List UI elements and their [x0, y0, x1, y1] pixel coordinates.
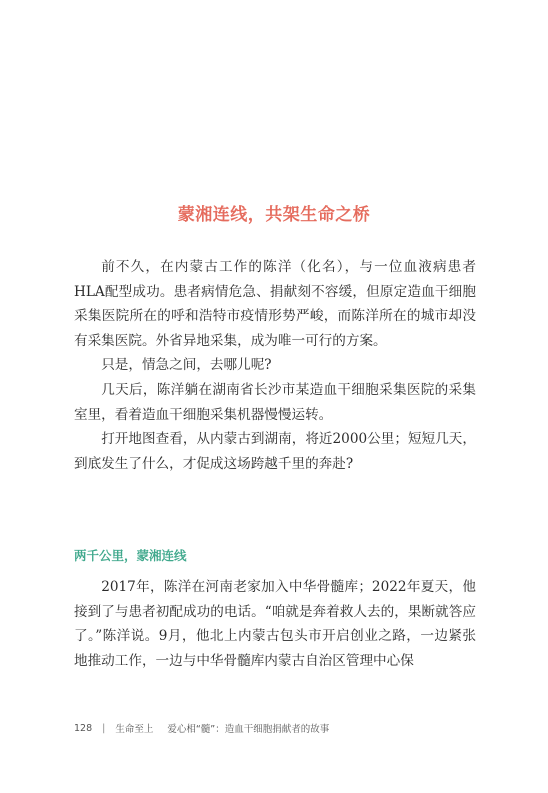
chapter-title: 蒙湘连线，共架生命之桥 — [177, 205, 371, 225]
book-part: 生命至上 — [115, 724, 154, 735]
paragraph: 2017年，陈洋在河南老家加入中华骨髓库；2022年夏天，他接到了与患者初配成功的电话。“咱就是奔着救人去的，果断就答应了。”陈洋说。9月，他北上内蒙古包头市开启创业之路，一边紧张地推动工作，一边与中华骨髓库内蒙古自治区管理中心保 — [74, 579, 476, 669]
paragraph: 几天后，陈洋躺在湖南省长沙市某造血干细胞采集医院的采集室里，看着造血干细胞采集机器慢慢运转。 — [74, 381, 476, 423]
section-heading: 两千公里，蒙湘连线 — [74, 548, 187, 563]
section — [74, 543, 476, 673]
footer-separator: | — [102, 722, 106, 734]
intro-text — [74, 255, 476, 476]
paragraph: 只是，情急之间，去哪儿呢? — [101, 357, 272, 374]
page-footer — [74, 721, 329, 735]
paragraph: 打开地图查看，从内蒙古到湖南，将近2000公里；短短几天，到底发生了什么，才促成这场跨越千里的奔赴? — [74, 431, 476, 472]
page-number: 128 — [74, 722, 93, 734]
book-title: 爱心相“髓”：造血干细胞捐献者的故事 — [167, 724, 330, 735]
paragraph: 前不久，在内蒙古工作的陈洋（化名），与一位血液病患者HLA配型成功。患者病情危急、捐献刻不容缓，但原定造血干细胞采集医院所在的呼和浩特市疫情形势严峻，而陈洋所在的城市却没有采集医院。外省异地采集，成为唯一可行的方案。 — [74, 259, 476, 349]
